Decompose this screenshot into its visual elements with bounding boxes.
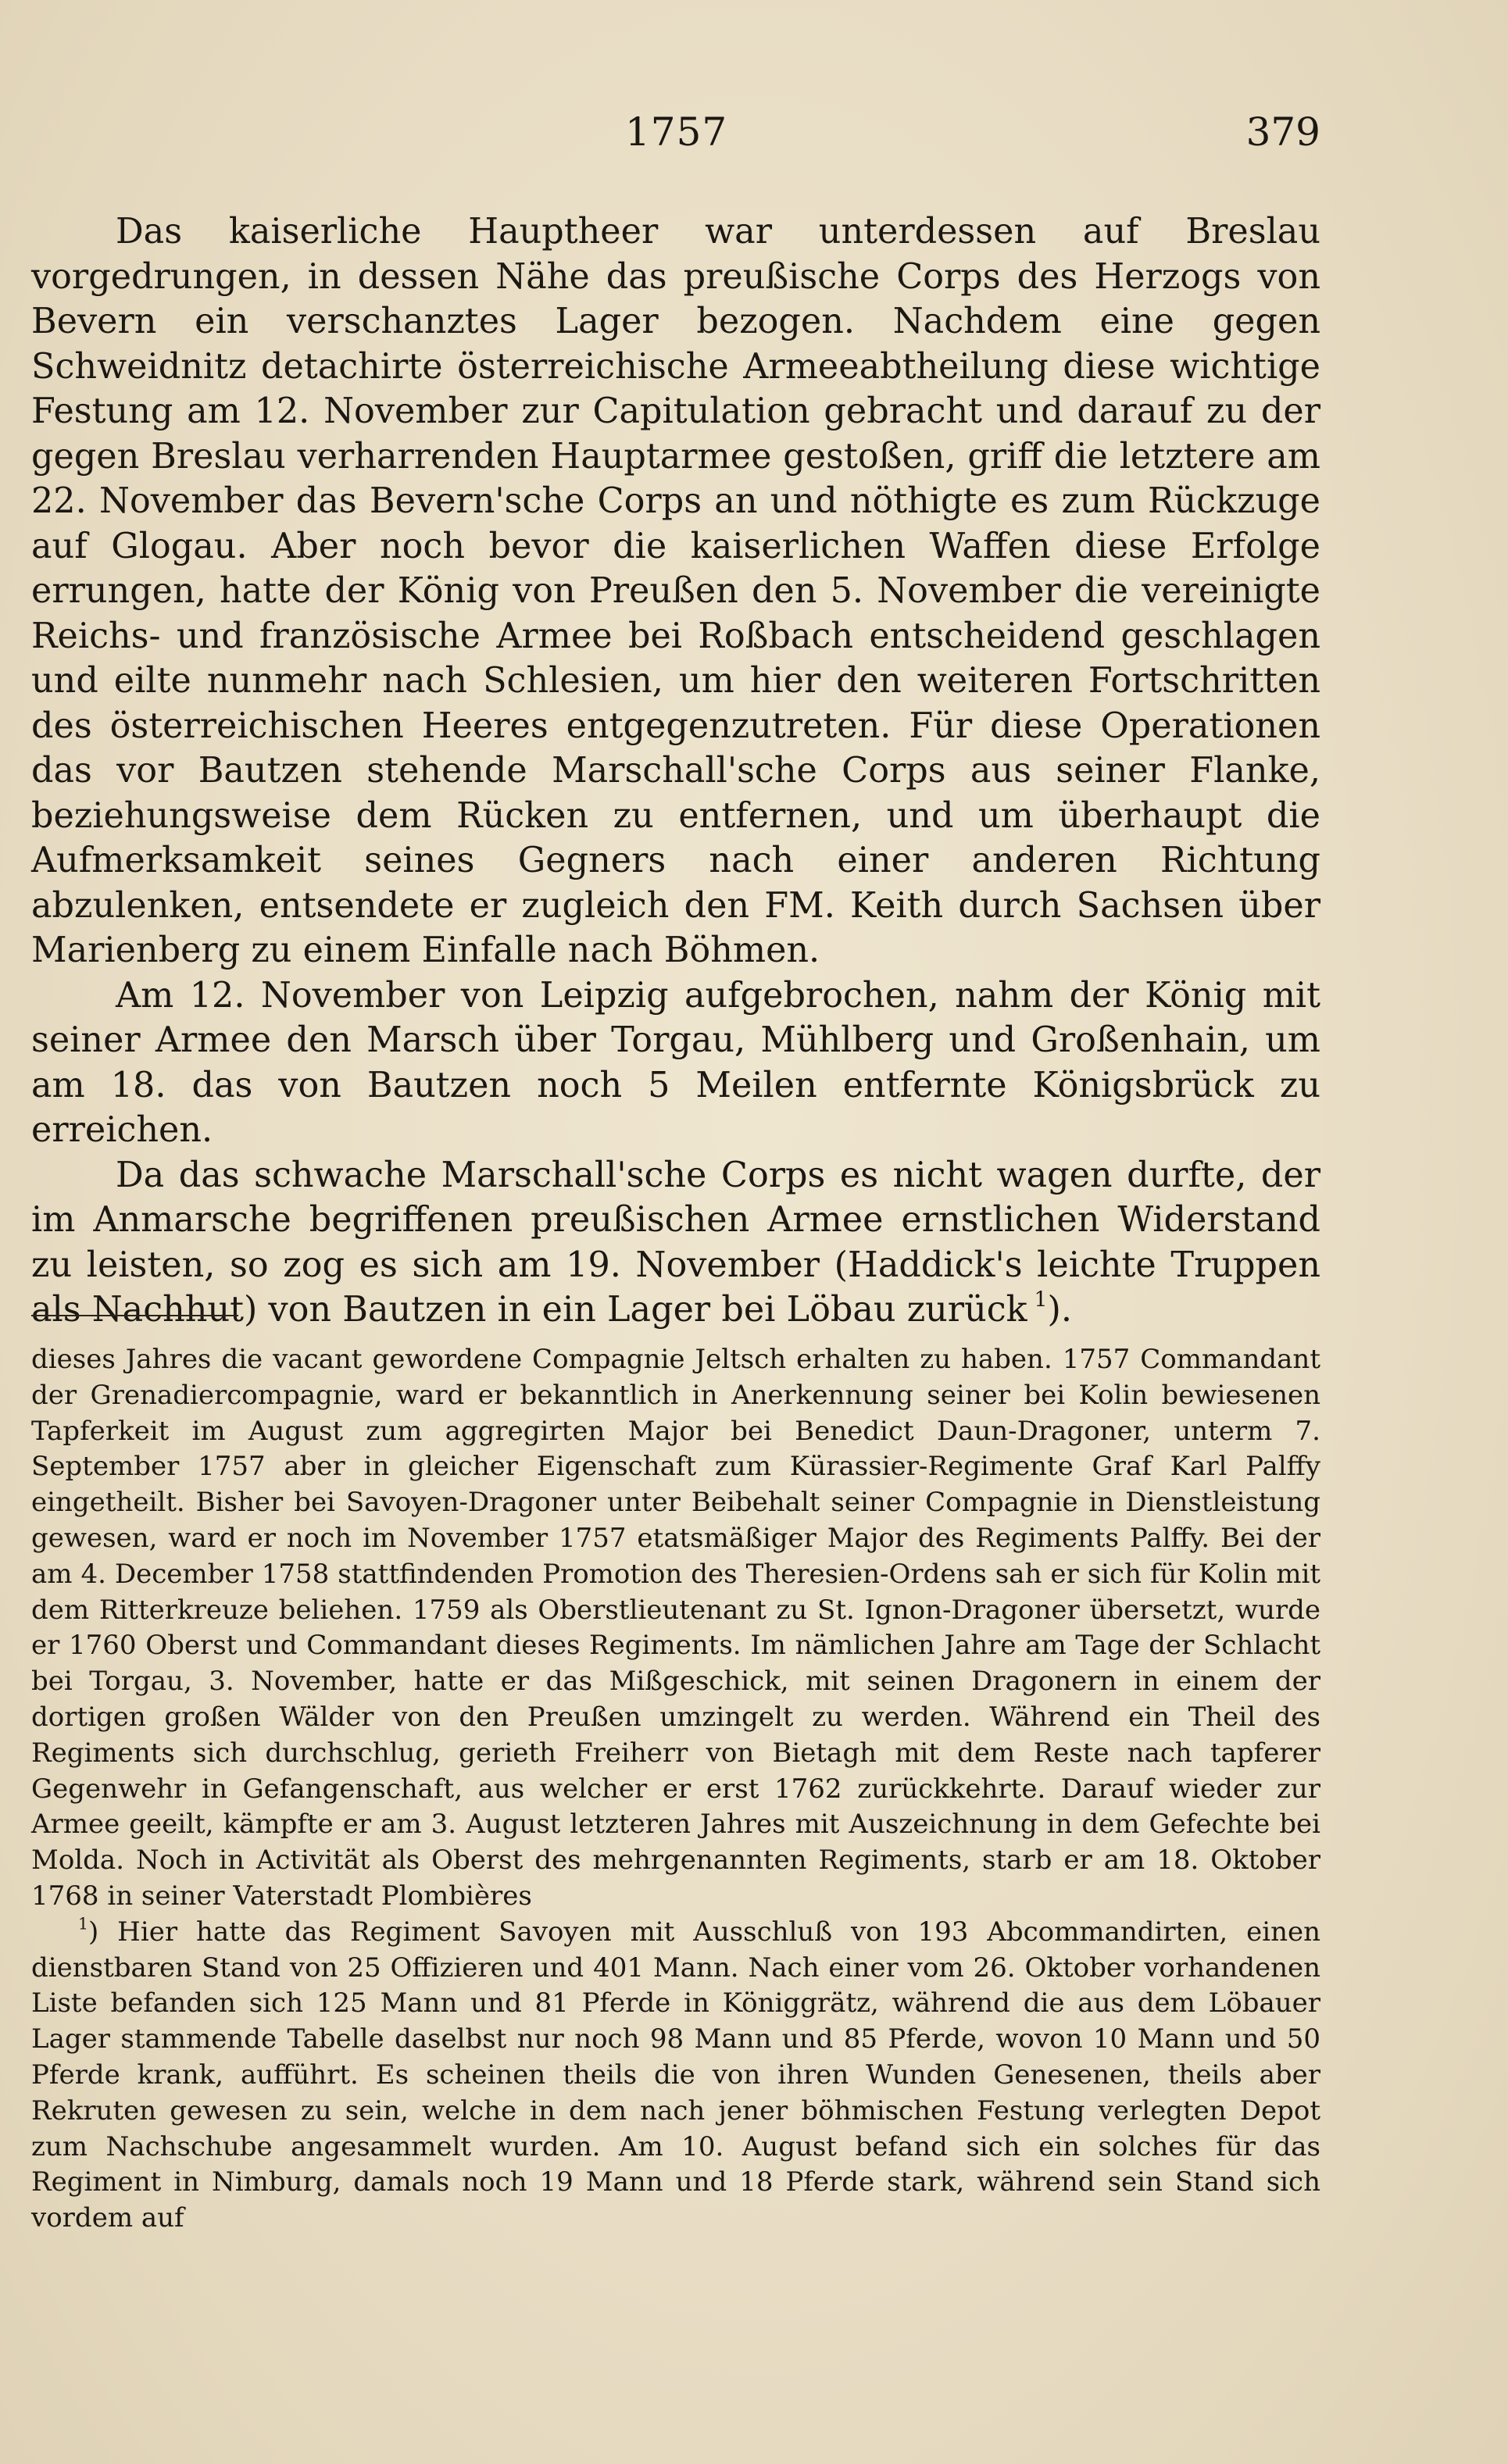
paragraph-2: Am 12. November von Leipzig aufgebrochen, nahm der König mit seiner Armee den Marsch über Torgau, Mühlberg und Großenhain, um am 18. das von Bautzen noch 5 Meilen entfernte Königsbrück zu erreichen.	[31, 975, 1320, 1150]
paragraph-3-text: Da das schwache Marschall'sche Corps es nicht wagen durfte, der im Anmarsche begriffenen preußischen Armee ernstlichen Widerstand zu leisten, so zog es sich am 19. November (Haddick's leichte Truppen als Nachhut) von Bautzen in ein Lager bei Löbau zurück	[31, 1155, 1320, 1330]
footnote-reference-1: 1	[1034, 1287, 1048, 1312]
footnote-marker-1: 1	[78, 1914, 88, 1934]
paragraph-3-end: ).	[1047, 1290, 1073, 1330]
paragraph-3	[31, 1153, 1320, 1333]
footnote-separator	[31, 1315, 238, 1316]
running-head-year: 1757	[625, 109, 728, 155]
footnote-1-text: ) Hier hatte das Regiment Savoyen mit Ausschluß von 193 Abcommandirten, einen dienstbaren Stand von 25 Offizieren und 401 Mann. Nach einer vom 26. Oktober vorhandenen Liste befanden sich 125 Mann und 81 Pferde in Königgrätz, während die aus dem Löbauer Lager stammende Tabelle daselbst nur noch 98 Mann und 85 Pferde, wovon 10 Mann und 50 Pferde krank, aufführt. Es scheinen theils die von ihren Wunden Genesenen, theils aber Rekruten gewesen zu sein, welche in dem nach jener böhmischen Festung verlegten Depot zum Nachschube angesammelt wurden. Am 10. August befand sich ein solches für das Regiment in Nimburg, damals noch 19 Mann und 18 Pferde stark, während sein Stand sich vordem auf	[31, 1916, 1320, 2234]
footnotes	[31, 1342, 1320, 2237]
page-number: 379	[1245, 109, 1320, 155]
paragraph-1: Das kaiserliche Hauptheer war unterdessen auf Breslau vorgedrungen, in dessen Nähe das preußische Corps des Herzogs von Bevern ein verschanztes Lager bezogen. Nachdem eine gegen Schweidnitz detachirte österreichische Armeeabtheilung diese wichtige Festung am 12. November zur Capitulation gebracht und darauf zu der gegen Breslau verharrenden Hauptarmee gestoßen, griff die letztere am 22. November das Bevern'sche Corps an und nöthigte es zum Rückzuge auf Glogau. Aber noch bevor die kaiserlichen Waffen diese Erfolge errungen, hatte der König von Preußen den 5. November die vereinigte Reichs- und französische Armee bei Roßbach entscheidend geschlagen und eilte nunmehr nach Schlesien, um hier den weiteren Fortschritten des österreichischen Heeres entgegenzutreten. Für diese Operationen das vor Bautzen stehende Marschall'sche Corps aus seiner Flanke, beziehungsweise dem Rücken zu entfernen, und um überhaupt die Aufmerksamkeit seines Gegners nach einer anderen Richtung abzulenken, entsendete er zugleich den FM. Keith durch Sachsen über Marienberg zu einem Einfalle nach Böhmen.	[31, 212, 1320, 970]
page-header	[31, 109, 1320, 156]
main-text	[31, 209, 1320, 1333]
footnote-continuation: dieses Jahres die vacant gewordene Compagnie Jeltsch erhalten zu haben. 1757 Commandant der Grenadiercompagnie, ward er bekanntlich in Anerkennung seiner bei Kolin bewiesenen Tapferkeit im August zum aggregirten Major bei Benedict Daun-Dragoner, unterm 7. September 1757 aber in gleicher Eigenschaft zum Kürassier-Regimente Graf Karl Palffy eingetheilt. Bisher bei Savoyen-Dragoner unter Beibehalt seiner Compagnie in Dienstleistung gewesen, ward er noch im November 1757 etatsmäßiger Major des Regiments Palffy. Bei der am 4. December 1758 stattfindenden Promotion des Theresien-Ordens sah er sich für Kolin mit dem Ritterkreuze beliehen. 1759 als Oberstlieutenant zu St. Ignon-Dragoner übersetzt, wurde er 1760 Oberst und Commandant dieses Regiments. Im nämlichen Jahre am Tage der Schlacht bei Torgau, 3. November, hatte er das Mißgeschick, mit seinen Dragonern in einem der dortigen großen Wälder von den Preußen umzingelt zu werden. Während ein Theil des Regiments sich durchschlug, gerieth Freiherr von Bietagh mit dem Reste nach tapferer Gegenwehr in Gefangenschaft, aus welcher er erst 1762 zurückkehrte. Darauf wieder zur Armee geeilt, kämpfte er am 3. August letzteren Jahres mit Auszeichnung in dem Gefechte bei Molda. Noch in Activität als Oberst des mehrgenannten Regiments, starb er am 18. Oktober 1768 in seiner Vaterstadt Plombières	[31, 1344, 1320, 1912]
footnote-1	[31, 1915, 1320, 2237]
